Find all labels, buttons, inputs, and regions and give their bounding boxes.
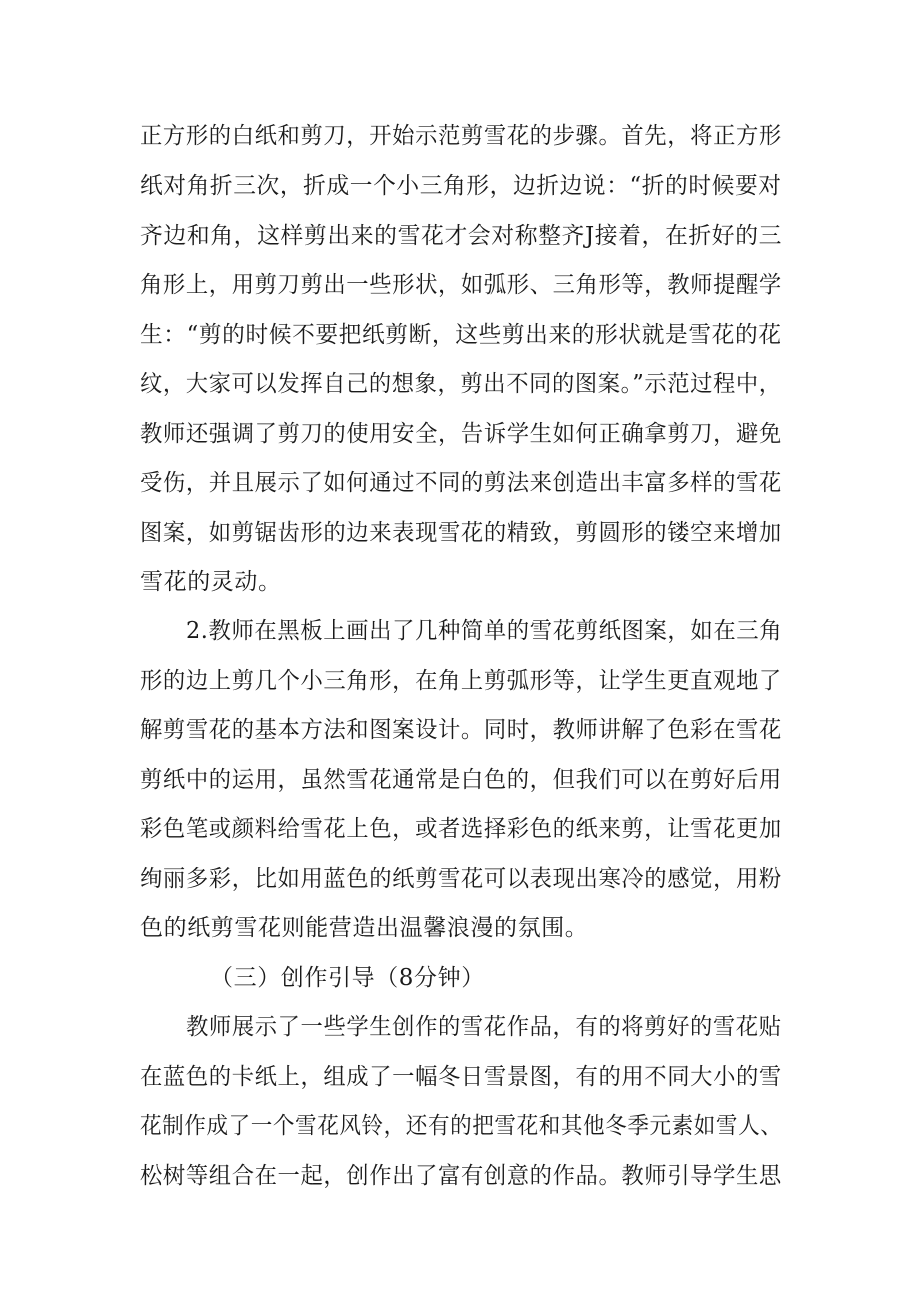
paragraph-line: 彩色笔或颜料给雪花上色，或者选择彩色的纸来剪，让雪花更加 [140, 816, 782, 842]
paragraph-line: 齐边和角，这样剪出来的雪花才会对称整齐J接着，在折好的三 [140, 223, 783, 249]
paragraph-line: 受伤，并且展示了如何通过不同的剪法来创造出丰富多样的雪花 [140, 470, 782, 496]
paragraph-line: 图案，如剪锯齿形的边来表现雪花的精致，剪圆形的镂空来增加 [140, 520, 782, 546]
paragraph-line: 绚丽多彩，比如用蓝色的纸剪雪花可以表现出寒冷的感觉，用粉 [140, 866, 782, 892]
paragraph-line: 2.教师在黑板上画出了几种简单的雪花剪纸图案，如在三角 [186, 618, 783, 644]
paragraph-line: 生：“剪的时候不要把纸剪断，这些剪出来的形状就是雪花的花 [140, 322, 782, 348]
paragraph-line: 教师还强调了剪刀的使用安全，告诉学生如何正确拿剪刀，避免 [140, 421, 782, 447]
paragraph-line: 教师展示了一些学生创作的雪花作品，有的将剪好的雪花贴 [186, 1014, 782, 1040]
paragraph-line: 色的纸剪雪花则能营造出温馨浪漫的氛围。 [140, 915, 589, 941]
paragraph-line: 解剪雪花的基本方法和图案设计。同时，教师讲解了色彩在雪花 [140, 717, 782, 743]
paragraph-line: 形的边上剪几个小三角形，在角上剪弧形等，让学生更直观地了 [140, 668, 782, 694]
paragraph-line: 在蓝色的卡纸上，组成了一幅冬日雪景图，有的用不同大小的雪 [140, 1064, 782, 1090]
paragraph-line: 花制作成了一个雪花风铃，还有的把雪花和其他冬季元素如雪人、 [140, 1113, 783, 1139]
paragraph-line: 剪纸中的运用，虽然雪花通常是白色的，但我们可以在剪好后用 [140, 767, 782, 793]
section-heading: （三）创作引导（8分钟） [210, 965, 485, 991]
paragraph-line: 角形上，用剪刀剪出一些形状，如弧形、三角形等，教师提醒学 [140, 272, 782, 298]
paragraph-line: 正方形的白纸和剪刀，开始示范剪雪花的步骤。首先，将正方形 [140, 123, 782, 149]
paragraph-line: 纹，大家可以发挥自己的想象，剪出不同的图案。”示范过程中， [140, 371, 782, 397]
paragraph-line: 纸对角折三次，折成一个小三角形，边折边说：“折的时候要对 [140, 173, 782, 199]
paragraph-line: 松树等组合在一起，创作出了富有创意的作品。教师引导学生思 [140, 1163, 782, 1189]
paragraph-line: 雪花的灵动。 [140, 569, 282, 595]
